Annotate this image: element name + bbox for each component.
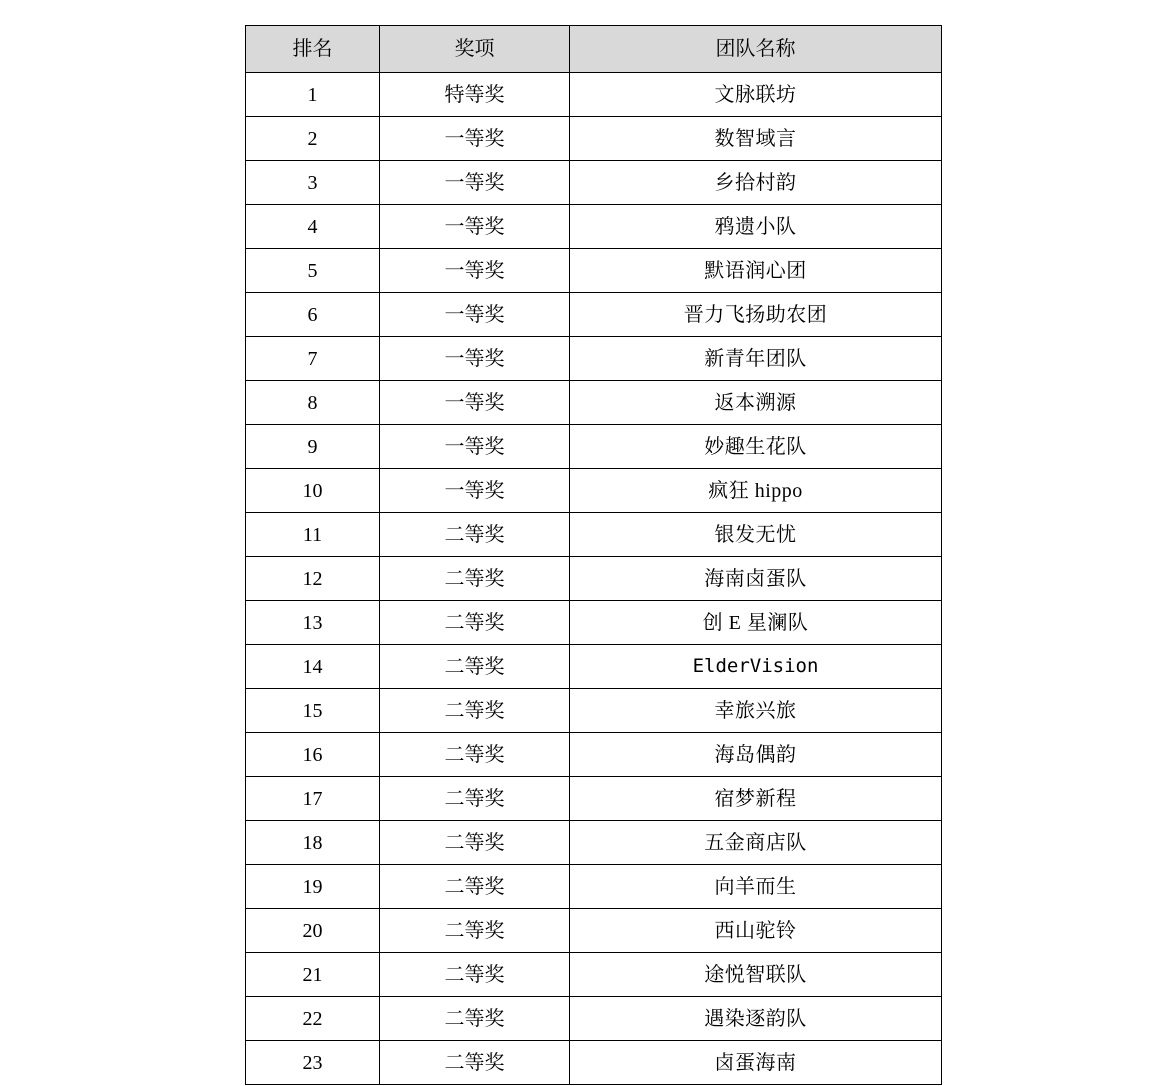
table-header-row [246, 26, 942, 73]
cell-award: 特等奖 [380, 73, 570, 117]
table-row [246, 117, 942, 161]
cell-award: 一等奖 [380, 381, 570, 425]
cell-team-name: 晋力飞扬助农团 [570, 293, 942, 337]
cell-rank: 14 [246, 645, 380, 689]
cell-rank: 3 [246, 161, 380, 205]
table-row [246, 205, 942, 249]
cell-team-name: 鸦遗小队 [570, 205, 942, 249]
cell-rank: 2 [246, 117, 380, 161]
table-row [246, 645, 942, 689]
cell-team-name: 创 E 星澜队 [570, 601, 942, 645]
cell-award: 二等奖 [380, 513, 570, 557]
cell-award: 一等奖 [380, 425, 570, 469]
cell-team-name: 疯狂 hippo [570, 469, 942, 513]
table-row [246, 293, 942, 337]
cell-award: 二等奖 [380, 953, 570, 997]
cell-rank: 1 [246, 73, 380, 117]
cell-rank: 21 [246, 953, 380, 997]
cell-award: 二等奖 [380, 865, 570, 909]
cell-award: 二等奖 [380, 689, 570, 733]
table-row [246, 469, 942, 513]
cell-team-name: 海岛偶韵 [570, 733, 942, 777]
cell-rank: 4 [246, 205, 380, 249]
table-row [246, 689, 942, 733]
table-row [246, 601, 942, 645]
table-row [246, 953, 942, 997]
cell-rank: 5 [246, 249, 380, 293]
cell-team-name: 妙趣生花队 [570, 425, 942, 469]
cell-rank: 19 [246, 865, 380, 909]
cell-rank: 20 [246, 909, 380, 953]
cell-rank: 22 [246, 997, 380, 1041]
cell-team-name: 宿梦新程 [570, 777, 942, 821]
cell-team-name: 向羊而生 [570, 865, 942, 909]
table-header [246, 26, 942, 73]
cell-rank: 10 [246, 469, 380, 513]
cell-team-name: 西山驼铃 [570, 909, 942, 953]
cell-award: 二等奖 [380, 557, 570, 601]
cell-team-name: 新青年团队 [570, 337, 942, 381]
table-row [246, 73, 942, 117]
cell-rank: 13 [246, 601, 380, 645]
cell-award: 二等奖 [380, 997, 570, 1041]
cell-rank: 9 [246, 425, 380, 469]
cell-rank: 11 [246, 513, 380, 557]
cell-award: 一等奖 [380, 293, 570, 337]
cell-team-name: 乡拾村韵 [570, 161, 942, 205]
cell-award: 一等奖 [380, 161, 570, 205]
ranking-table [245, 25, 942, 1085]
cell-team-name: 五金商店队 [570, 821, 942, 865]
table-row [246, 249, 942, 293]
table-row [246, 425, 942, 469]
column-header-award: 奖项 [380, 26, 570, 73]
table-row [246, 557, 942, 601]
cell-award: 二等奖 [380, 1041, 570, 1085]
cell-award: 二等奖 [380, 601, 570, 645]
table-row [246, 909, 942, 953]
cell-award: 一等奖 [380, 117, 570, 161]
cell-rank: 18 [246, 821, 380, 865]
table-row [246, 821, 942, 865]
cell-rank: 8 [246, 381, 380, 425]
cell-award: 一等奖 [380, 205, 570, 249]
table-row [246, 865, 942, 909]
table-row [246, 381, 942, 425]
cell-rank: 17 [246, 777, 380, 821]
cell-team-name: 数智域言 [570, 117, 942, 161]
column-header-rank: 排名 [246, 26, 380, 73]
cell-team-name: 卤蛋海南 [570, 1041, 942, 1085]
cell-team-name: 银发无忧 [570, 513, 942, 557]
cell-team-name: 幸旅兴旅 [570, 689, 942, 733]
cell-team-name: 返本溯源 [570, 381, 942, 425]
cell-award: 二等奖 [380, 645, 570, 689]
table-body [246, 73, 942, 1085]
cell-award: 二等奖 [380, 733, 570, 777]
table-row [246, 337, 942, 381]
cell-rank: 6 [246, 293, 380, 337]
cell-team-name: 海南卤蛋队 [570, 557, 942, 601]
cell-rank: 16 [246, 733, 380, 777]
table-row [246, 777, 942, 821]
cell-award: 二等奖 [380, 777, 570, 821]
ranking-table-container [245, 25, 941, 1085]
table-row [246, 997, 942, 1041]
cell-award: 二等奖 [380, 909, 570, 953]
cell-rank: 15 [246, 689, 380, 733]
cell-team-name: 默语润心团 [570, 249, 942, 293]
table-row [246, 1041, 942, 1085]
cell-team-name: ElderVision [570, 645, 942, 689]
cell-rank: 7 [246, 337, 380, 381]
cell-rank: 12 [246, 557, 380, 601]
cell-team-name: 遇染逐韵队 [570, 997, 942, 1041]
cell-team-name: 文脉联坊 [570, 73, 942, 117]
cell-award: 一等奖 [380, 469, 570, 513]
cell-award: 二等奖 [380, 821, 570, 865]
table-row [246, 161, 942, 205]
table-row [246, 733, 942, 777]
cell-rank: 23 [246, 1041, 380, 1085]
cell-award: 一等奖 [380, 249, 570, 293]
column-header-team: 团队名称 [570, 26, 942, 73]
cell-team-name: 途悦智联队 [570, 953, 942, 997]
cell-award: 一等奖 [380, 337, 570, 381]
table-row [246, 513, 942, 557]
